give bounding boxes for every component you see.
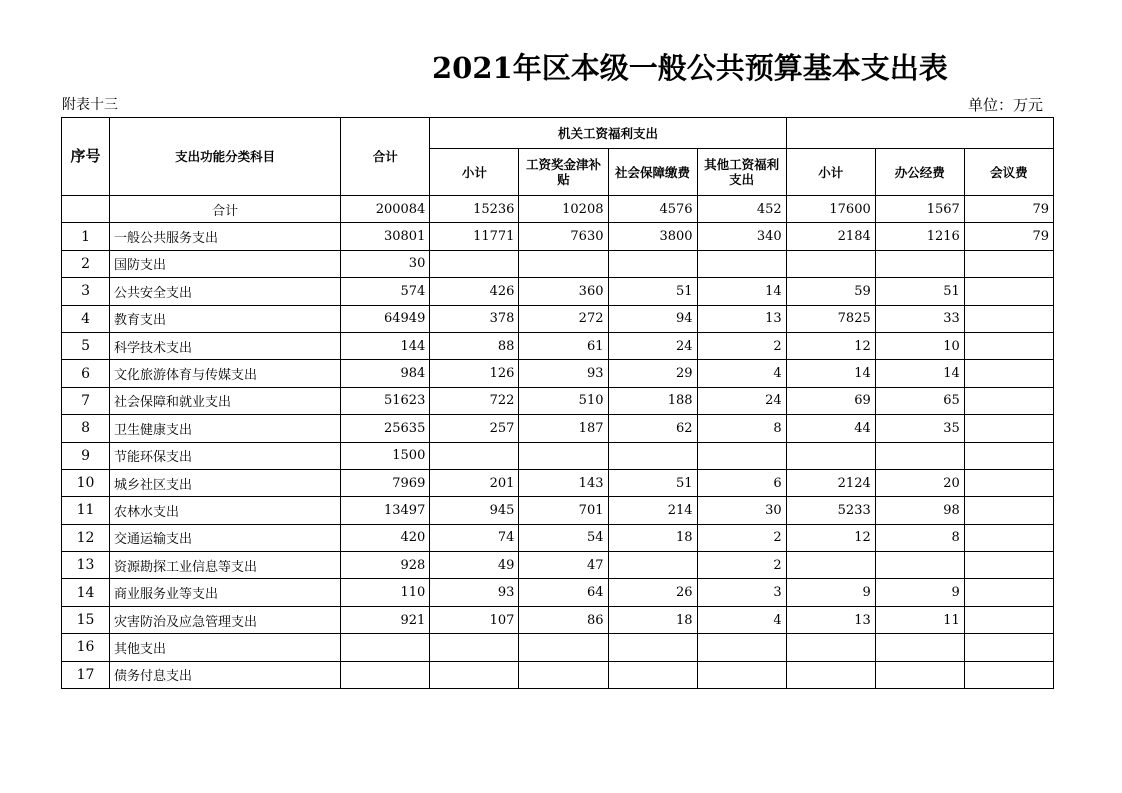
cell-seq: 11 — [62, 497, 110, 524]
table-row — [62, 332, 1054, 359]
cell-seq: 9 — [62, 442, 110, 469]
cell-subject: 一般公共服务支出 — [110, 223, 341, 250]
cell-total: 110 — [341, 579, 430, 606]
cell-g1-other: 8 — [697, 415, 786, 442]
cell-total: 1500 — [341, 442, 430, 469]
cell-total: 921 — [341, 606, 430, 633]
cell-total: 7969 — [341, 469, 430, 496]
cell-g1-subtotal: 945 — [430, 497, 519, 524]
cell-g1-subtotal: 257 — [430, 415, 519, 442]
page-title: 2021年区本级一般公共预算基本支出表 — [432, 51, 948, 85]
cell-g2-subtotal — [786, 661, 875, 688]
cell-g2-office: 8 — [875, 524, 964, 551]
cell-g1-subtotal: 49 — [430, 552, 519, 579]
cell-g1-other: 340 — [697, 223, 786, 250]
cell-g2-meeting — [964, 332, 1053, 359]
cell-g2-subtotal: 7825 — [786, 305, 875, 332]
header-g1-salary: 工资奖金津补贴 — [519, 149, 608, 196]
cell-g1-salary: 143 — [519, 469, 608, 496]
cell-seq: 17 — [62, 661, 110, 688]
table-row — [62, 469, 1054, 496]
cell-g1-salary: 510 — [519, 387, 608, 414]
cell-g2-meeting — [964, 250, 1053, 277]
cell-g1-salary — [519, 250, 608, 277]
table-row — [62, 634, 1054, 661]
cell-seq: 4 — [62, 305, 110, 332]
total-row-seq — [62, 196, 110, 223]
cell-g2-office: 10 — [875, 332, 964, 359]
cell-g1-subtotal: 107 — [430, 606, 519, 633]
cell-g2-subtotal — [786, 552, 875, 579]
cell-g2-office: 98 — [875, 497, 964, 524]
cell-g2-office: 65 — [875, 387, 964, 414]
cell-g1-subtotal: 93 — [430, 579, 519, 606]
cell-subject: 资源勘探工业信息等支出 — [110, 552, 341, 579]
cell-g2-office — [875, 661, 964, 688]
cell-g1-salary: 86 — [519, 606, 608, 633]
cell-g2-meeting — [964, 634, 1053, 661]
cell-g1-other — [697, 250, 786, 277]
table-row — [62, 250, 1054, 277]
cell-g1-salary — [519, 634, 608, 661]
cell-g1-subtotal: 722 — [430, 387, 519, 414]
cell-g2-meeting — [964, 415, 1053, 442]
cell-seq: 13 — [62, 552, 110, 579]
cell-g2-office — [875, 250, 964, 277]
cell-g2-subtotal: 2124 — [786, 469, 875, 496]
cell-g2-office: 14 — [875, 360, 964, 387]
cell-total: 25635 — [341, 415, 430, 442]
cell-subject: 文化旅游体育与传媒支出 — [110, 360, 341, 387]
cell-total: 51623 — [341, 387, 430, 414]
cell-seq: 14 — [62, 579, 110, 606]
cell-seq: 2 — [62, 250, 110, 277]
cell-subject: 国防支出 — [110, 250, 341, 277]
cell-g1-other — [697, 634, 786, 661]
cell-subject: 城乡社区支出 — [110, 469, 341, 496]
cell-g2-subtotal — [786, 442, 875, 469]
cell-g1-other: 4 — [697, 606, 786, 633]
header-g2-office: 办公经费 — [875, 149, 964, 196]
cell-g1-social — [608, 250, 697, 277]
cell-total: 420 — [341, 524, 430, 551]
table-row — [62, 387, 1054, 414]
cell-total: 30801 — [341, 223, 430, 250]
cell-seq: 7 — [62, 387, 110, 414]
cell-g2-office: 33 — [875, 305, 964, 332]
cell-g1-subtotal: 126 — [430, 360, 519, 387]
cell-g1-social — [608, 552, 697, 579]
cell-subject: 灾害防治及应急管理支出 — [110, 606, 341, 633]
cell-g1-subtotal: 74 — [430, 524, 519, 551]
cell-g1-subtotal: 88 — [430, 332, 519, 359]
cell-seq: 5 — [62, 332, 110, 359]
cell-g1-social — [608, 661, 697, 688]
table-row — [62, 223, 1054, 250]
header-g2-meeting: 会议费 — [964, 149, 1053, 196]
header-subject: 支出功能分类科目 — [110, 118, 341, 196]
cell-g2-subtotal: 12 — [786, 524, 875, 551]
cell-g2-meeting — [964, 552, 1053, 579]
cell-g1-other: 14 — [697, 278, 786, 305]
cell-g1-other: 6 — [697, 469, 786, 496]
header-total: 合计 — [341, 118, 430, 196]
cell-g1-salary: 7630 — [519, 223, 608, 250]
cell-g1-salary: 47 — [519, 552, 608, 579]
cell-g1-salary: 360 — [519, 278, 608, 305]
cell-subject: 其他支出 — [110, 634, 341, 661]
cell-g1-social: 26 — [608, 579, 697, 606]
cell-total: 574 — [341, 278, 430, 305]
total-row-g1-salary: 10208 — [519, 196, 608, 223]
cell-g1-salary: 187 — [519, 415, 608, 442]
cell-g2-subtotal: 2184 — [786, 223, 875, 250]
cell-g2-subtotal — [786, 634, 875, 661]
cell-total: 64949 — [341, 305, 430, 332]
cell-subject: 科学技术支出 — [110, 332, 341, 359]
cell-g2-office — [875, 442, 964, 469]
cell-g1-social — [608, 442, 697, 469]
total-row-g1-other: 452 — [697, 196, 786, 223]
table-row — [62, 415, 1054, 442]
cell-total: 984 — [341, 360, 430, 387]
cell-g2-subtotal — [786, 250, 875, 277]
title-area — [0, 46, 1122, 86]
cell-g1-social: 214 — [608, 497, 697, 524]
cell-g1-social: 18 — [608, 606, 697, 633]
cell-g2-subtotal: 44 — [786, 415, 875, 442]
cell-g1-other: 2 — [697, 332, 786, 359]
cell-g1-subtotal — [430, 661, 519, 688]
cell-subject: 节能环保支出 — [110, 442, 341, 469]
table-row — [62, 442, 1054, 469]
cell-g2-office: 9 — [875, 579, 964, 606]
cell-subject: 卫生健康支出 — [110, 415, 341, 442]
cell-g2-subtotal: 12 — [786, 332, 875, 359]
cell-g1-subtotal — [430, 250, 519, 277]
cell-g2-subtotal: 13 — [786, 606, 875, 633]
cell-g2-subtotal: 69 — [786, 387, 875, 414]
table-row — [62, 360, 1054, 387]
table-row — [62, 278, 1054, 305]
cell-g2-office: 35 — [875, 415, 964, 442]
cell-seq: 15 — [62, 606, 110, 633]
cell-g1-salary: 93 — [519, 360, 608, 387]
total-row — [62, 196, 1054, 223]
table-row — [62, 497, 1054, 524]
cell-subject: 农林水支出 — [110, 497, 341, 524]
cell-g2-meeting — [964, 497, 1053, 524]
cell-g2-meeting — [964, 278, 1053, 305]
cell-g1-salary: 701 — [519, 497, 608, 524]
cell-seq: 3 — [62, 278, 110, 305]
cell-g1-other: 30 — [697, 497, 786, 524]
cell-g1-salary — [519, 661, 608, 688]
cell-total: 30 — [341, 250, 430, 277]
cell-g2-office: 20 — [875, 469, 964, 496]
total-row-g2-office: 1567 — [875, 196, 964, 223]
cell-seq: 10 — [62, 469, 110, 496]
budget-table — [61, 117, 1054, 689]
appendix-label: 附表十三 — [62, 97, 118, 113]
cell-total — [341, 661, 430, 688]
cell-g2-office: 11 — [875, 606, 964, 633]
cell-g2-office: 51 — [875, 278, 964, 305]
cell-g2-meeting — [964, 442, 1053, 469]
cell-g1-social: 94 — [608, 305, 697, 332]
cell-g2-meeting: 79 — [964, 223, 1053, 250]
cell-g2-meeting — [964, 387, 1053, 414]
cell-g1-other — [697, 442, 786, 469]
cell-g2-meeting — [964, 606, 1053, 633]
cell-g2-meeting — [964, 524, 1053, 551]
cell-g2-meeting — [964, 469, 1053, 496]
header-g2-subtotal: 小计 — [786, 149, 875, 196]
header-g1-subtotal: 小计 — [430, 149, 519, 196]
cell-total: 13497 — [341, 497, 430, 524]
cell-subject: 商业服务业等支出 — [110, 579, 341, 606]
cell-g1-salary: 54 — [519, 524, 608, 551]
cell-g1-subtotal: 201 — [430, 469, 519, 496]
cell-total: 144 — [341, 332, 430, 359]
cell-g1-other: 4 — [697, 360, 786, 387]
total-row-g2-subtotal: 17600 — [786, 196, 875, 223]
cell-subject: 教育支出 — [110, 305, 341, 332]
cell-g1-subtotal: 426 — [430, 278, 519, 305]
cell-g2-meeting — [964, 360, 1053, 387]
cell-seq: 6 — [62, 360, 110, 387]
cell-g1-other: 13 — [697, 305, 786, 332]
cell-seq: 8 — [62, 415, 110, 442]
cell-subject: 社会保障和就业支出 — [110, 387, 341, 414]
cell-subject: 交通运输支出 — [110, 524, 341, 551]
cell-g1-other: 2 — [697, 552, 786, 579]
unit-label: 单位：万元 — [968, 96, 1044, 114]
cell-g2-meeting — [964, 579, 1053, 606]
header-group-goods — [786, 118, 1053, 149]
cell-g1-salary: 272 — [519, 305, 608, 332]
cell-g1-social: 18 — [608, 524, 697, 551]
cell-g1-social: 188 — [608, 387, 697, 414]
cell-g1-social: 51 — [608, 469, 697, 496]
total-row-total: 200084 — [341, 196, 430, 223]
cell-g1-other: 24 — [697, 387, 786, 414]
cell-subject: 债务付息支出 — [110, 661, 341, 688]
cell-g1-subtotal — [430, 442, 519, 469]
cell-g1-social: 29 — [608, 360, 697, 387]
cell-g1-subtotal — [430, 634, 519, 661]
cell-g1-other: 3 — [697, 579, 786, 606]
cell-g1-social — [608, 634, 697, 661]
cell-g2-office — [875, 552, 964, 579]
cell-seq: 1 — [62, 223, 110, 250]
cell-g1-other — [697, 661, 786, 688]
cell-g1-subtotal: 11771 — [430, 223, 519, 250]
cell-g2-subtotal: 5233 — [786, 497, 875, 524]
cell-seq: 16 — [62, 634, 110, 661]
cell-g2-office — [875, 634, 964, 661]
cell-g1-social: 24 — [608, 332, 697, 359]
cell-total — [341, 634, 430, 661]
total-row-g1-social: 4576 — [608, 196, 697, 223]
total-row-g1-subtotal: 15236 — [430, 196, 519, 223]
cell-g2-subtotal: 59 — [786, 278, 875, 305]
total-row-g2-meeting: 79 — [964, 196, 1053, 223]
cell-subject: 公共安全支出 — [110, 278, 341, 305]
cell-g2-office: 1216 — [875, 223, 964, 250]
cell-g2-subtotal: 14 — [786, 360, 875, 387]
total-row-label: 合计 — [110, 196, 341, 223]
cell-total: 928 — [341, 552, 430, 579]
cell-g1-social: 62 — [608, 415, 697, 442]
table-row — [62, 305, 1054, 332]
table-row — [62, 579, 1054, 606]
cell-g1-other: 2 — [697, 524, 786, 551]
cell-seq: 12 — [62, 524, 110, 551]
cell-g1-salary: 64 — [519, 579, 608, 606]
header-g1-other: 其他工资福利支出 — [697, 149, 786, 196]
header-g1-social: 社会保障缴费 — [608, 149, 697, 196]
cell-g1-salary — [519, 442, 608, 469]
cell-g2-subtotal: 9 — [786, 579, 875, 606]
cell-g1-social: 3800 — [608, 223, 697, 250]
table-row — [62, 524, 1054, 551]
header-seq: 序号 — [62, 118, 110, 196]
cell-g1-salary: 61 — [519, 332, 608, 359]
table-row — [62, 606, 1054, 633]
header-group-salary: 机关工资福利支出 — [430, 118, 786, 149]
table-row — [62, 661, 1054, 688]
cell-g1-subtotal: 378 — [430, 305, 519, 332]
table-row — [62, 552, 1054, 579]
cell-g1-social: 51 — [608, 278, 697, 305]
cell-g2-meeting — [964, 661, 1053, 688]
cell-g2-meeting — [964, 305, 1053, 332]
